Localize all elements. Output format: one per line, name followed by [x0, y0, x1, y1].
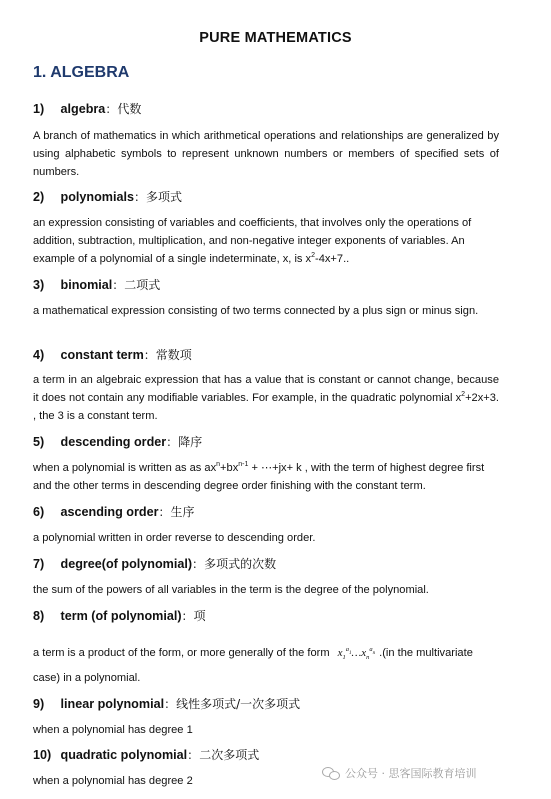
entry-heading: 2) polynomials：多项式	[33, 190, 183, 204]
entry-heading: 10) quadratic polynomial：二次多项式	[33, 748, 260, 762]
entry-heading: 7) degree(of polynomial)：多项式的次数	[33, 557, 277, 571]
entry-definition	[33, 641, 499, 691]
entry-number: 5)	[33, 435, 45, 449]
entry-definition	[33, 371, 499, 425]
entry-heading: 5) descending order：降序	[33, 435, 203, 449]
definition-text: an expression consisting of variables and coefficients, that involves only the operations of addition, subtraction, multiplication, and non-negative integer exponents of variables. An example of a polynomial of a single indeterminate, x, is x	[33, 217, 472, 265]
entry-term: polynomials	[60, 190, 134, 204]
entry-number: 7)	[33, 557, 45, 571]
exponent: n-1	[238, 461, 249, 468]
definition-text: .(in the multivariate case) in a polynomial.	[33, 647, 473, 684]
entry-chinese-term: 多项式	[146, 190, 183, 204]
entry-definition: when a polynomial has degree 1	[33, 724, 193, 736]
entry-term: term (of polynomial)	[60, 609, 182, 623]
definition-text: a term in an algebraic expression that has a value that is constant or cannot change, because it does not contain any modifiable variables. For example, in the quadratic polynomial x	[33, 374, 499, 404]
entry-chinese-term: 二次多项式	[199, 748, 260, 762]
entry-definition	[33, 214, 499, 268]
entry-heading: 9) linear polynomial：线性多项式/一次多项式	[33, 697, 301, 711]
entry-heading: 4) constant term：常数项	[33, 348, 192, 362]
entry-number: 1)	[33, 102, 45, 116]
entry-term: binomial	[60, 278, 113, 292]
entry-term: degree(of polynomial)	[60, 557, 193, 571]
entry-number: 6)	[33, 505, 45, 519]
entry-number: 4)	[33, 348, 45, 362]
math-formula: $x_1^{a_1}\dots x_n^{a_n}$	[337, 646, 376, 661]
entry-definition: when a polynomial has degree 2	[33, 775, 193, 787]
entry-definition: a mathematical expression consisting of two terms connected by a plus sign or minus sign.	[33, 305, 479, 317]
entry-chinese-term: 二项式	[124, 278, 161, 292]
entry-chinese-term: 线性多项式/一次多项式	[176, 697, 301, 711]
entry-definition: a polynomial written in order reverse to descending order.	[33, 532, 316, 544]
entry-heading: 1) algebra：代数	[33, 102, 142, 116]
exponent: 2	[311, 252, 316, 259]
entry-term: quadratic polynomial	[60, 748, 188, 762]
entry-chinese-term: 代数	[117, 102, 142, 116]
exponent: 2	[461, 391, 466, 398]
entry-number: 8)	[33, 609, 45, 623]
entry-term: linear polynomial	[60, 697, 165, 711]
definition-text: +2x+3. , the 3 is a constant term.	[33, 392, 499, 422]
entry-definition	[33, 459, 499, 495]
definition-text: -4x+7..	[315, 253, 350, 265]
entry-chinese-term: 生序	[170, 505, 195, 519]
entry-term: descending order	[60, 435, 167, 449]
definition-text: when a polynomial is written as as ax	[33, 462, 217, 474]
entry-number: 3)	[33, 278, 45, 292]
exponent: n	[216, 461, 221, 468]
definition-text: a term is a product of the form, or more generally of the form	[33, 647, 330, 659]
entry-heading: 8) term (of polynomial)：项	[33, 609, 206, 623]
wechat-icon	[322, 766, 340, 780]
entry-number: 2)	[33, 190, 45, 204]
entry-term: algebra	[60, 102, 106, 116]
definition-text: + ⋯+jx+ k , with the term of highest degree first and the other terms in descending degree order finishing with the constant term.	[33, 462, 485, 492]
entry-chinese-term: 多项式的次数	[204, 557, 277, 571]
entry-chinese-term: 项	[193, 609, 206, 623]
document-title: PURE MATHEMATICS	[199, 30, 352, 46]
definition-text: +bx	[220, 462, 239, 474]
entry-chinese-term: 降序	[178, 435, 203, 449]
entry-term: constant term	[60, 348, 144, 362]
entry-number: 10)	[33, 748, 52, 762]
section-title: 1. ALGEBRA	[33, 64, 130, 81]
entry-heading: 6) ascending order：生序	[33, 505, 195, 519]
entry-heading: 3) binomial：二项式	[33, 278, 161, 292]
entry-number: 9)	[33, 697, 45, 711]
watermark	[322, 765, 477, 781]
watermark-text: 公众号 · 思客国际教育培训	[345, 767, 477, 780]
entry-definition: A branch of mathematics in which arithmetical operations and relationships are generalized by using alphabetic symbols to represent unknown numbers or members of specified sets of numbers.	[33, 130, 499, 178]
entry-chinese-term: 常数项	[155, 348, 192, 362]
entry-definition: the sum of the powers of all variables in the term is the degree of the polynomial.	[33, 584, 429, 596]
entry-term: ascending order	[60, 505, 159, 519]
